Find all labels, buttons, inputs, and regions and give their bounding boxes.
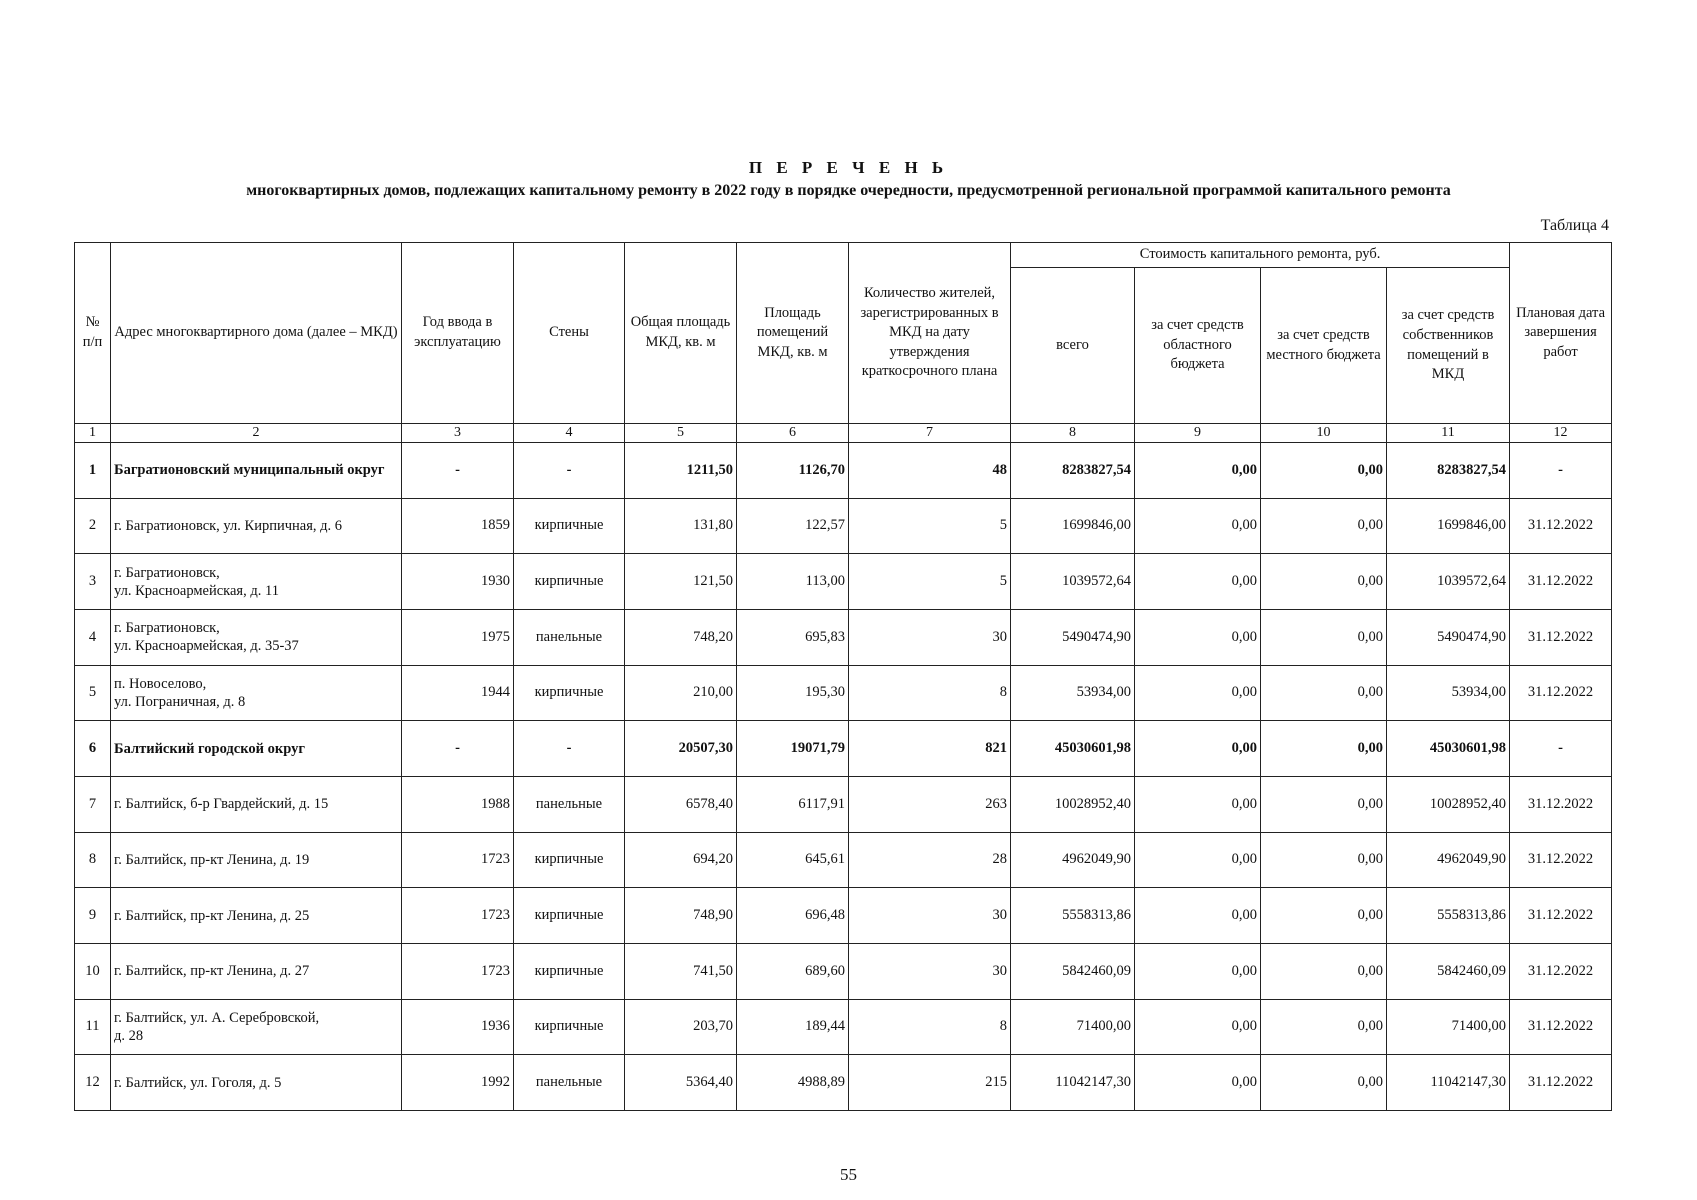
cell-cost-local: 0,00 <box>1261 554 1387 610</box>
col-number: 12 <box>1510 424 1612 443</box>
cell-residents: 215 <box>849 1055 1011 1111</box>
cell-num: 6 <box>75 721 111 777</box>
cell-rooms-area: 689,60 <box>737 943 849 999</box>
cell-walls: панельные <box>514 1055 625 1111</box>
cell-rooms-area: 1126,70 <box>737 443 849 499</box>
cell-total-area: 210,00 <box>625 665 737 721</box>
cell-cost-total: 8283827,54 <box>1011 443 1135 499</box>
cell-rooms-area: 189,44 <box>737 999 849 1055</box>
cell-residents: 263 <box>849 776 1011 832</box>
cell-num: 9 <box>75 888 111 944</box>
cell-total-area: 694,20 <box>625 832 737 888</box>
cell-address: г. Балтийск, ул. А. Серебровской, д. 28 <box>111 999 402 1055</box>
cell-cost-owners: 11042147,30 <box>1387 1055 1510 1111</box>
cell-address: г. Багратионовск, ул. Красноармейская, д. 35-37 <box>111 609 402 665</box>
cell-address: г. Балтийск, пр-кт Ленина, д. 25 <box>111 888 402 944</box>
cell-walls: кирпичные <box>514 498 625 554</box>
cell-planned-date: 31.12.2022 <box>1510 999 1612 1055</box>
cell-rooms-area: 645,61 <box>737 832 849 888</box>
cell-address: п. Новоселово, ул. Пограничная, д. 8 <box>111 665 402 721</box>
cell-cost-total: 5558313,86 <box>1011 888 1135 944</box>
cell-year: 1723 <box>402 888 514 944</box>
cell-year: 1723 <box>402 943 514 999</box>
cell-cost-owners: 1039572,64 <box>1387 554 1510 610</box>
cell-cost-regional: 0,00 <box>1135 888 1261 944</box>
cell-total-area: 20507,30 <box>625 721 737 777</box>
table-row <box>75 1055 1612 1111</box>
cell-address: г. Балтийск, ул. Гоголя, д. 5 <box>111 1055 402 1111</box>
header-cost-total: всего <box>1011 268 1135 424</box>
header-cost-local: за счет средств местного бюджета <box>1261 268 1387 424</box>
table-row <box>75 888 1612 944</box>
cell-walls: панельные <box>514 776 625 832</box>
repair-register-table <box>74 242 1612 1111</box>
cell-walls: панельные <box>514 609 625 665</box>
header-num: № п/п <box>75 243 111 424</box>
cell-num: 10 <box>75 943 111 999</box>
document-subtitle: многоквартирных домов, подлежащих капитальному ремонту в 2022 году в порядке очередности, предусмотренной региональной программой капитального ремонта <box>246 182 1451 199</box>
cell-cost-local: 0,00 <box>1261 498 1387 554</box>
column-number-row <box>75 424 1612 443</box>
cell-num: 2 <box>75 498 111 554</box>
cell-year: 1723 <box>402 832 514 888</box>
cell-cost-total: 45030601,98 <box>1011 721 1135 777</box>
cell-planned-date: 31.12.2022 <box>1510 888 1612 944</box>
table-group-row <box>75 721 1612 777</box>
col-number: 9 <box>1135 424 1261 443</box>
cell-cost-regional: 0,00 <box>1135 721 1261 777</box>
cell-cost-local: 0,00 <box>1261 943 1387 999</box>
cell-cost-local: 0,00 <box>1261 665 1387 721</box>
cell-total-area: 741,50 <box>625 943 737 999</box>
header-year: Год ввода в эксплуатацию <box>402 243 514 424</box>
cell-cost-owners: 5842460,09 <box>1387 943 1510 999</box>
cell-residents: 8 <box>849 999 1011 1055</box>
table-row <box>75 554 1612 610</box>
cell-cost-local: 0,00 <box>1261 888 1387 944</box>
cell-residents: 48 <box>849 443 1011 499</box>
page-number: 55 <box>840 1165 857 1184</box>
cell-residents: 5 <box>849 554 1011 610</box>
cell-num: 1 <box>75 443 111 499</box>
cell-cost-local: 0,00 <box>1261 609 1387 665</box>
cell-cost-regional: 0,00 <box>1135 832 1261 888</box>
col-number: 11 <box>1387 424 1510 443</box>
header-cost-regional: за счет средств областного бюджета <box>1135 268 1261 424</box>
cell-cost-total: 1039572,64 <box>1011 554 1135 610</box>
cell-rooms-area: 19071,79 <box>737 721 849 777</box>
cell-walls: - <box>514 443 625 499</box>
cell-year: 1936 <box>402 999 514 1055</box>
header-address: Адрес многоквартирного дома (далее – МКД) <box>111 243 402 424</box>
cell-year: 1930 <box>402 554 514 610</box>
table-row <box>75 776 1612 832</box>
cell-year: 1992 <box>402 1055 514 1111</box>
cell-cost-total: 1699846,00 <box>1011 498 1135 554</box>
cell-residents: 30 <box>849 943 1011 999</box>
cell-total-area: 1211,50 <box>625 443 737 499</box>
cell-year: 1975 <box>402 609 514 665</box>
cell-cost-owners: 71400,00 <box>1387 999 1510 1055</box>
cell-walls: кирпичные <box>514 554 625 610</box>
cell-cost-total: 10028952,40 <box>1011 776 1135 832</box>
col-number: 7 <box>849 424 1011 443</box>
cell-cost-owners: 8283827,54 <box>1387 443 1510 499</box>
table-row <box>75 999 1612 1055</box>
cell-cost-local: 0,00 <box>1261 832 1387 888</box>
col-number: 1 <box>75 424 111 443</box>
cell-cost-local: 0,00 <box>1261 721 1387 777</box>
cell-total-area: 6578,40 <box>625 776 737 832</box>
cell-num: 5 <box>75 665 111 721</box>
cell-total-area: 203,70 <box>625 999 737 1055</box>
cell-residents: 30 <box>849 609 1011 665</box>
cell-cost-regional: 0,00 <box>1135 443 1261 499</box>
cell-residents: 30 <box>849 888 1011 944</box>
cell-address: г. Балтийск, пр-кт Ленина, д. 19 <box>111 832 402 888</box>
cell-address: Балтийский городской округ <box>111 721 402 777</box>
cell-rooms-area: 6117,91 <box>737 776 849 832</box>
table-row <box>75 832 1612 888</box>
cell-cost-owners: 53934,00 <box>1387 665 1510 721</box>
cell-cost-regional: 0,00 <box>1135 609 1261 665</box>
cell-planned-date: 31.12.2022 <box>1510 665 1612 721</box>
cell-planned-date: 31.12.2022 <box>1510 1055 1612 1111</box>
cell-cost-owners: 5490474,90 <box>1387 609 1510 665</box>
cell-residents: 821 <box>849 721 1011 777</box>
cell-total-area: 748,90 <box>625 888 737 944</box>
cell-rooms-area: 4988,89 <box>737 1055 849 1111</box>
header-walls: Стены <box>514 243 625 424</box>
cell-cost-local: 0,00 <box>1261 1055 1387 1111</box>
cell-cost-total: 5490474,90 <box>1011 609 1135 665</box>
cell-address: г. Балтийск, пр-кт Ленина, д. 27 <box>111 943 402 999</box>
cell-planned-date: 31.12.2022 <box>1510 832 1612 888</box>
cell-cost-regional: 0,00 <box>1135 498 1261 554</box>
cell-total-area: 131,80 <box>625 498 737 554</box>
cell-walls: кирпичные <box>514 999 625 1055</box>
cell-walls: кирпичные <box>514 943 625 999</box>
col-number: 6 <box>737 424 849 443</box>
col-number: 3 <box>402 424 514 443</box>
cell-walls: - <box>514 721 625 777</box>
cell-walls: кирпичные <box>514 832 625 888</box>
cell-cost-local: 0,00 <box>1261 443 1387 499</box>
cell-cost-total: 11042147,30 <box>1011 1055 1135 1111</box>
table-row <box>75 609 1612 665</box>
cell-num: 3 <box>75 554 111 610</box>
cell-cost-owners: 1699846,00 <box>1387 498 1510 554</box>
cell-cost-total: 5842460,09 <box>1011 943 1135 999</box>
cell-rooms-area: 695,83 <box>737 609 849 665</box>
header-planned-date: Плановая дата завершения работ <box>1510 243 1612 424</box>
cell-rooms-area: 696,48 <box>737 888 849 944</box>
table-group-row <box>75 443 1612 499</box>
table-row <box>75 498 1612 554</box>
cell-year: 1944 <box>402 665 514 721</box>
col-number: 10 <box>1261 424 1387 443</box>
cell-walls: кирпичные <box>514 665 625 721</box>
table-label: Таблица 4 <box>1540 217 1609 234</box>
cell-cost-regional: 0,00 <box>1135 554 1261 610</box>
table-row <box>75 943 1612 999</box>
cell-address: г. Балтийск, б-р Гвардейский, д. 15 <box>111 776 402 832</box>
table-row <box>75 665 1612 721</box>
cell-residents: 5 <box>849 498 1011 554</box>
cell-planned-date: 31.12.2022 <box>1510 943 1612 999</box>
cell-address: г. Багратионовск, ул. Красноармейская, д. 11 <box>111 554 402 610</box>
cell-planned-date: 31.12.2022 <box>1510 776 1612 832</box>
cell-cost-total: 53934,00 <box>1011 665 1135 721</box>
cell-year: - <box>402 443 514 499</box>
table-body <box>75 443 1612 1111</box>
cell-total-area: 121,50 <box>625 554 737 610</box>
cell-planned-date: 31.12.2022 <box>1510 609 1612 665</box>
cell-address: Багратионовский муниципальный округ <box>111 443 402 499</box>
cell-cost-local: 0,00 <box>1261 776 1387 832</box>
cell-num: 8 <box>75 832 111 888</box>
cell-total-area: 5364,40 <box>625 1055 737 1111</box>
cell-cost-total: 71400,00 <box>1011 999 1135 1055</box>
cell-num: 4 <box>75 609 111 665</box>
cell-year: 1988 <box>402 776 514 832</box>
cell-planned-date: - <box>1510 443 1612 499</box>
cell-cost-regional: 0,00 <box>1135 776 1261 832</box>
cell-cost-regional: 0,00 <box>1135 1055 1261 1111</box>
cell-cost-local: 0,00 <box>1261 999 1387 1055</box>
cell-total-area: 748,20 <box>625 609 737 665</box>
cell-planned-date: 31.12.2022 <box>1510 554 1612 610</box>
cell-cost-regional: 0,00 <box>1135 665 1261 721</box>
cell-rooms-area: 195,30 <box>737 665 849 721</box>
cell-cost-regional: 0,00 <box>1135 999 1261 1055</box>
cell-cost-owners: 10028952,40 <box>1387 776 1510 832</box>
header-total-area: Общая площадь МКД, кв. м <box>625 243 737 424</box>
col-number: 4 <box>514 424 625 443</box>
header-residents: Количество жителей, зарегистрированных в МКД на дату утверждения краткосрочного плана <box>849 243 1011 424</box>
col-number: 8 <box>1011 424 1135 443</box>
cell-cost-owners: 5558313,86 <box>1387 888 1510 944</box>
cell-cost-owners: 4962049,90 <box>1387 832 1510 888</box>
cell-address: г. Багратионовск, ул. Кирпичная, д. 6 <box>111 498 402 554</box>
cell-residents: 28 <box>849 832 1011 888</box>
cell-year: 1859 <box>402 498 514 554</box>
cell-planned-date: 31.12.2022 <box>1510 498 1612 554</box>
cell-walls: кирпичные <box>514 888 625 944</box>
header-cost-group: Стоимость капитального ремонта, руб. <box>1011 243 1510 268</box>
cell-rooms-area: 113,00 <box>737 554 849 610</box>
cell-cost-owners: 45030601,98 <box>1387 721 1510 777</box>
cell-cost-total: 4962049,90 <box>1011 832 1135 888</box>
cell-cost-regional: 0,00 <box>1135 943 1261 999</box>
col-number: 5 <box>625 424 737 443</box>
cell-num: 12 <box>75 1055 111 1111</box>
cell-year: - <box>402 721 514 777</box>
cell-num: 7 <box>75 776 111 832</box>
document-title: П Е Р Е Ч Е Н Ь <box>748 158 949 177</box>
col-number: 2 <box>111 424 402 443</box>
cell-num: 11 <box>75 999 111 1055</box>
header-cost-owners: за счет средств собственников помещений в МКД <box>1387 268 1510 424</box>
header-rooms-area: Площадь помещений МКД, кв. м <box>737 243 849 424</box>
cell-residents: 8 <box>849 665 1011 721</box>
cell-rooms-area: 122,57 <box>737 498 849 554</box>
cell-planned-date: - <box>1510 721 1612 777</box>
